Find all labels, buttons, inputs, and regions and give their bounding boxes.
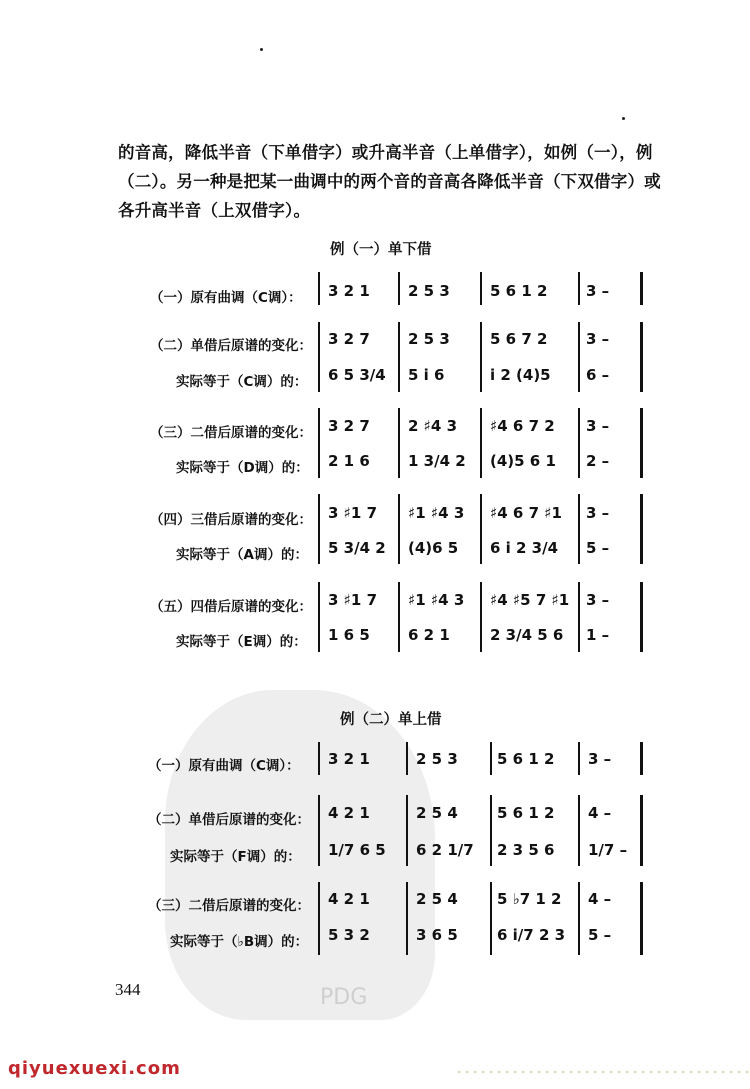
- notation-measure: 2 5 4: [416, 890, 458, 908]
- notation-measure: 3 –: [586, 504, 610, 522]
- notation-measure: 5 ♭7 1 2: [497, 890, 562, 908]
- notation-measure: 6 i 2 3/4: [490, 539, 559, 557]
- example1-title: 例（一）单下借: [330, 242, 432, 258]
- notation-measure: 5 3 2: [328, 926, 370, 944]
- notation-measure: 3 6 5: [416, 926, 458, 944]
- ex1-row-label: 实际等于（C调）的：: [176, 374, 308, 390]
- notation-measure: (4)5 6 1: [490, 452, 556, 470]
- notation-measure: ♯4 6 7 ♯1: [490, 504, 562, 522]
- notation-measure: 1 –: [586, 626, 610, 644]
- notation-measure: 5 6 1 2: [490, 282, 548, 300]
- barline: [490, 882, 492, 955]
- notation-measure: 3 –: [586, 282, 610, 300]
- barline: [578, 408, 580, 478]
- paragraph-line: 的音高，降低半音（下单借字）或升高半音（上单借字），如例（一），例: [118, 143, 653, 162]
- notation-measure: 3 2 1: [328, 282, 370, 300]
- scan-speck: [260, 48, 263, 51]
- notation-measure: 6 –: [586, 366, 610, 384]
- notation-measure: 6 2 1/7: [416, 841, 474, 859]
- notation-measure: 3 –: [586, 330, 610, 348]
- barline: [490, 742, 492, 775]
- notation-measure: 2 5 3: [408, 330, 450, 348]
- notation-measure: 5 6 7 2: [490, 330, 548, 348]
- barline: [640, 795, 643, 866]
- notation-measure: 5 6 1 2: [497, 750, 555, 768]
- notation-measure: 3 –: [586, 417, 610, 435]
- notation-measure: 4 2 1: [328, 890, 370, 908]
- ex2-row-label: （一）原有曲调（C调）：: [148, 758, 300, 774]
- body-paragraph: [118, 138, 661, 225]
- notation-measure: 5 3/4 2: [328, 539, 386, 557]
- notation-measure: 3 ♯1 7: [328, 504, 378, 522]
- notation-measure: 2 ♯4 3: [408, 417, 458, 435]
- ex1-row-label: （四）三借后原谱的变化：: [150, 512, 312, 528]
- barline: [480, 408, 482, 478]
- notation-measure: 3 2 7: [328, 417, 370, 435]
- notation-measure: 5 –: [588, 926, 612, 944]
- barline: [398, 494, 400, 564]
- barline: [398, 582, 400, 652]
- notation-measure: 5 i 6: [408, 366, 445, 384]
- ex1-row-label: （三）二借后原谱的变化：: [150, 425, 312, 441]
- barline: [640, 882, 643, 955]
- barline: [406, 882, 408, 955]
- barline: [318, 742, 320, 775]
- notation-measure: ♯4 ♯5 7 ♯1: [490, 591, 570, 609]
- scan-speck: [622, 117, 625, 120]
- notation-measure: 2 5 3: [408, 282, 450, 300]
- barline: [480, 494, 482, 564]
- example2-title: 例（二）单上借: [340, 712, 442, 728]
- notation-measure: 3 ♯1 7: [328, 591, 378, 609]
- notation-measure: (4)6 5: [408, 539, 459, 557]
- barline: [318, 408, 320, 478]
- notation-measure: 2 3 5 6: [497, 841, 555, 859]
- barline: [640, 494, 643, 564]
- notation-measure: 1/7 6 5: [328, 841, 386, 859]
- notation-measure: 4 2 1: [328, 804, 370, 822]
- ex1-row-label: 实际等于（D调）的：: [176, 460, 309, 476]
- barline: [318, 494, 320, 564]
- ex2-row-label: （三）二借后原谱的变化：: [148, 898, 310, 914]
- ex1-row-label: （二）单借后原谱的变化：: [150, 338, 312, 354]
- pdg-watermark: PDG: [320, 985, 368, 1010]
- notation-measure: 4 –: [588, 804, 612, 822]
- barline: [640, 582, 643, 652]
- barline: [398, 322, 400, 392]
- barline: [480, 322, 482, 392]
- barline: [480, 272, 482, 305]
- barline: [640, 322, 643, 392]
- barline: [318, 272, 320, 305]
- notation-measure: 6 i/7 2 3: [497, 926, 566, 944]
- barline: [406, 742, 408, 775]
- notation-measure: ♯4 6 7 2: [490, 417, 555, 435]
- notation-measure: 2 5 4: [416, 804, 458, 822]
- barline: [398, 408, 400, 478]
- paragraph-line: 各升高半音（上双借字）。: [118, 201, 311, 220]
- barline: [480, 582, 482, 652]
- barline: [578, 882, 580, 955]
- barline: [578, 742, 580, 775]
- notation-measure: 6 2 1: [408, 626, 450, 644]
- notation-measure: 3 2 1: [328, 750, 370, 768]
- ex1-row-label: 实际等于（E调）的：: [176, 634, 307, 650]
- barline: [318, 322, 320, 392]
- barline: [640, 272, 643, 305]
- notation-measure: 5 –: [586, 539, 610, 557]
- notation-measure: 2 5 3: [416, 750, 458, 768]
- ex1-row-label: 实际等于（A调）的：: [176, 547, 308, 563]
- footer-site-logo: qiyuexuexi.com: [8, 1058, 181, 1079]
- notation-measure: ♯1 ♯4 3: [408, 591, 465, 609]
- notation-measure: ♯1 ♯4 3: [408, 504, 465, 522]
- notation-measure: 3 2 7: [328, 330, 370, 348]
- barline: [578, 322, 580, 392]
- notation-measure: 2 3/4 5 6: [490, 626, 564, 644]
- barline: [578, 582, 580, 652]
- ex2-row-label: 实际等于（F调）的：: [170, 849, 301, 865]
- barline: [318, 795, 320, 866]
- barline: [398, 272, 400, 305]
- barline: [578, 795, 580, 866]
- ex2-row-label: （二）单借后原谱的变化：: [148, 812, 310, 828]
- ex1-row-label: （一）原有曲调（C调）：: [150, 290, 302, 306]
- notation-measure: 3 –: [588, 750, 612, 768]
- notation-measure: 2 1 6: [328, 452, 370, 470]
- notation-measure: 1 6 5: [328, 626, 370, 644]
- page-number: 344: [115, 980, 141, 999]
- notation-measure: 4 –: [588, 890, 612, 908]
- notation-measure: 3 –: [586, 591, 610, 609]
- notation-measure: 1/7 –: [588, 841, 628, 859]
- notation-measure: 1 3/4 2: [408, 452, 466, 470]
- notation-measure: 6 5 3/4: [328, 366, 386, 384]
- notation-measure: 2 –: [586, 452, 610, 470]
- notation-measure: i 2 (4)5: [490, 366, 551, 384]
- barline: [318, 582, 320, 652]
- barline: [318, 882, 320, 955]
- barline: [640, 408, 643, 478]
- notation-measure: 5 6 1 2: [497, 804, 555, 822]
- barline: [406, 795, 408, 866]
- barline: [578, 272, 580, 305]
- ex1-row-label: （五）四借后原谱的变化：: [150, 599, 312, 615]
- decorative-dots: [455, 1068, 750, 1076]
- barline: [490, 795, 492, 866]
- ex2-row-label: 实际等于（♭B调）的：: [170, 934, 309, 950]
- paragraph-line: （二）。另一种是把某一曲调中的两个音的音高各降低半音（下双借字）或: [118, 172, 661, 191]
- barline: [640, 742, 643, 775]
- barline: [578, 494, 580, 564]
